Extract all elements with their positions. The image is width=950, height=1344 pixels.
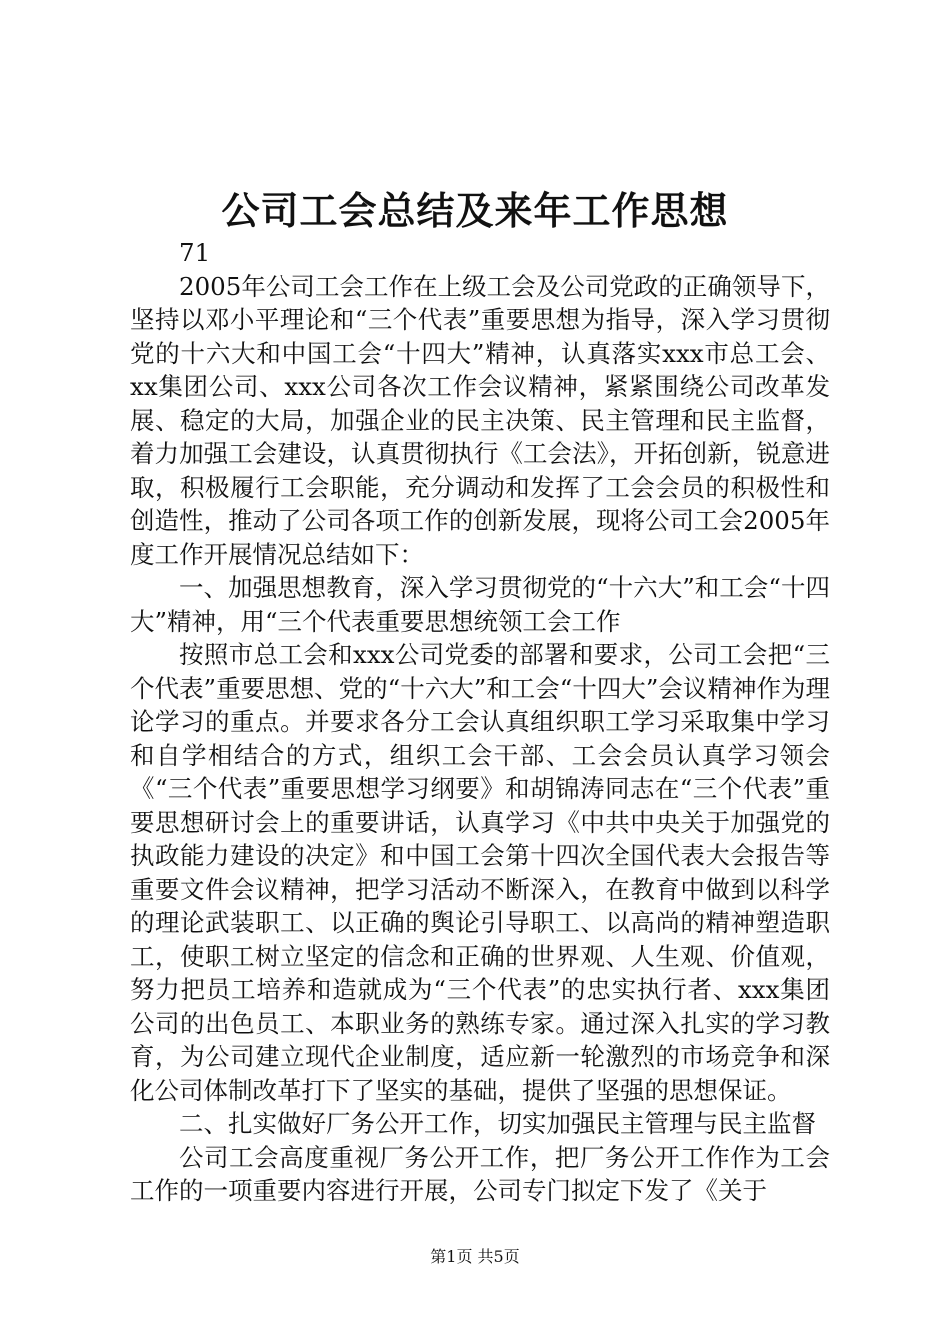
page-footer: 第1页 共5页	[430, 1247, 520, 1266]
section-heading-2: 二、扎实做好厂务公开工作，切实加强民主管理与民主监督	[179, 1109, 816, 1138]
paragraph-section-2: 公司工会高度重视厂务公开工作，把厂务公开工作作为工会工作的一项重要内容进行开展，公司专门拟定下发了《关于	[130, 1142, 830, 1205]
document-number: 71	[179, 238, 211, 267]
paragraph-intro: 2005年公司工会工作在上级工会及公司党政的正确领导下，坚持以邓小平理论和“三个代表”重要思想为指导，深入学习贯彻党的十六大和中国工会“十四大”精神，认真落实xxx市总工会、xx集团公司、xxx公司各次工作会议精神，紧紧围绕公司改革发展、稳定的大局，加强企业的民主决策、民主管理和民主监督，着力加强工会建设，认真贯彻执行《工会法》，开拓创新，锐意进取，积极履行工会职能，充分调动和发挥了工会会员的积极性和创造性，推动了公司各项工作的创新发展，现将公司工会2005年度工作开展情况总结如下：	[130, 271, 830, 569]
document-body	[130, 236, 830, 1208]
document-title: 公司工会总结及来年工作思想	[221, 188, 729, 233]
section-heading-1: 一、加强思想教育，深入学习贯彻党的“十六大”和工会“十四大”精神，用“三个代表重要思想统领工会工作	[130, 573, 830, 636]
paragraph-section-1: 按照市总工会和xxx公司党委的部署和要求，公司工会把“三个代表”重要思想、党的“十六大”和工会“十四大”会议精神作为理论学习的重点。并要求各分工会认真组织职工学习采取集中学习和自学相结合的方式，组织工会干部、工会会员认真学习领会《“三个代表”重要思想学习纲要》和胡锦涛同志在“三个代表”重要思想研讨会上的重要讲话，认真学习《中共中央关于加强党的执政能力建设的决定》和中国工会第十四次全国代表大会报告等重要文件会议精神，把学习活动不断深入，在教育中做到以科学的理论武装职工、以正确的舆论引导职工、以高尚的精神塑造职工，使职工树立坚定的信念和正确的世界观、人生观、价值观，努力把员工培养和造就成为“三个代表”的忠实执行者、xxx集团公司的出色员工、本职业务的熟练专家。通过深入扎实的学习教育，为公司建立现代企业制度，适应新一轮激烈的市场竞争和深化公司体制改革打下了坚实的基础，提供了坚强的思想保证。	[130, 640, 830, 1105]
